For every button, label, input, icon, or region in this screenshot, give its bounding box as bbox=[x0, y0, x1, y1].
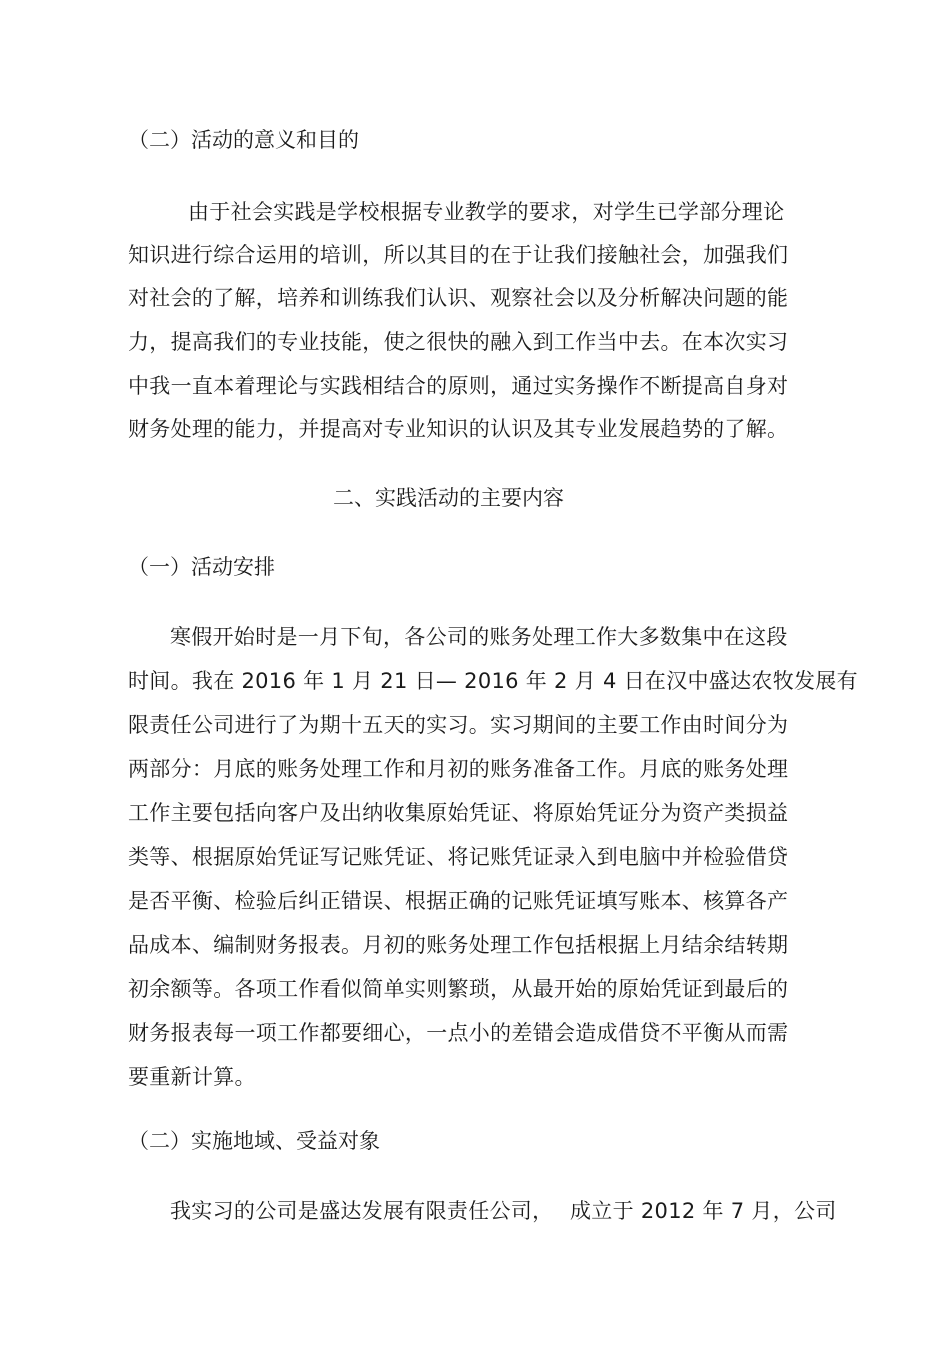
section-heading-purpose: （二）活动的意义和目的 bbox=[128, 128, 359, 152]
paragraph-line: 力，提高我们的专业技能，使之很快的融入到工作当中去。在本次实习 bbox=[128, 330, 789, 354]
section-heading-location: （二）实施地域、受益对象 bbox=[128, 1129, 380, 1153]
paragraph-line-end: 成立于 2012 年 7 月，公司 bbox=[570, 1199, 837, 1223]
paragraph-line: 是否平衡、检验后纠正错误、根据正确的记账凭证填写账本、核算各产 bbox=[128, 889, 789, 913]
paragraph-line: 知识进行综合运用的培训，所以其目的在于让我们接触社会，加强我们 bbox=[128, 243, 789, 267]
paragraph-line-start: 我实习的公司是盛达发展有限责任公司， bbox=[170, 1199, 554, 1223]
paragraph-line: 财务处理的能力，并提高对专业知识的认识及其专业发展趋势的了解。 bbox=[128, 417, 789, 441]
paragraph-line: 工作主要包括向客户及出纳收集原始凭证、将原始凭证分为资产类损益 bbox=[128, 801, 789, 825]
paragraph-line: 时间。我在 2016 年 1 月 21 日— 2016 年 2 月 4 日在汉中盛达农牧发展有 bbox=[128, 669, 858, 693]
paragraph-line: 财务报表每一项工作都要细心，一点小的差错会造成借贷不平衡从而需 bbox=[128, 1021, 789, 1045]
paragraph-line: 对社会的了解，培养和训练我们认识、观察社会以及分析解决问题的能 bbox=[128, 286, 789, 310]
paragraph-line: 类等、根据原始凭证写记账凭证、将记账凭证录入到电脑中并检验借贷 bbox=[128, 845, 789, 869]
paragraph-line: 两部分：月底的账务处理工作和月初的账务准备工作。月底的账务处理 bbox=[128, 757, 789, 781]
paragraph-line: 中我一直本着理论与实践相结合的原则，通过实务操作不断提高自身对 bbox=[128, 374, 789, 398]
paragraph-line: 寒假开始时是一月下旬，各公司的账务处理工作大多数集中在这段 bbox=[170, 625, 788, 649]
section-heading-arrangement: （一）活动安排 bbox=[128, 555, 275, 579]
chapter-title: 二、实践活动的主要内容 bbox=[333, 486, 564, 510]
paragraph-line: 由于社会实践是学校根据专业教学的要求，对学生已学部分理论 bbox=[188, 200, 785, 224]
paragraph-line: 初余额等。各项工作看似简单实则繁琐，从最开始的原始凭证到最后的 bbox=[128, 977, 789, 1001]
paragraph-line: 限责任公司进行了为期十五天的实习。实习期间的主要工作由时间分为 bbox=[128, 713, 789, 737]
paragraph-line: 要重新计算。 bbox=[128, 1065, 256, 1089]
paragraph-line: 品成本、编制财务报表。月初的账务处理工作包括根据上月结余结转期 bbox=[128, 933, 789, 957]
